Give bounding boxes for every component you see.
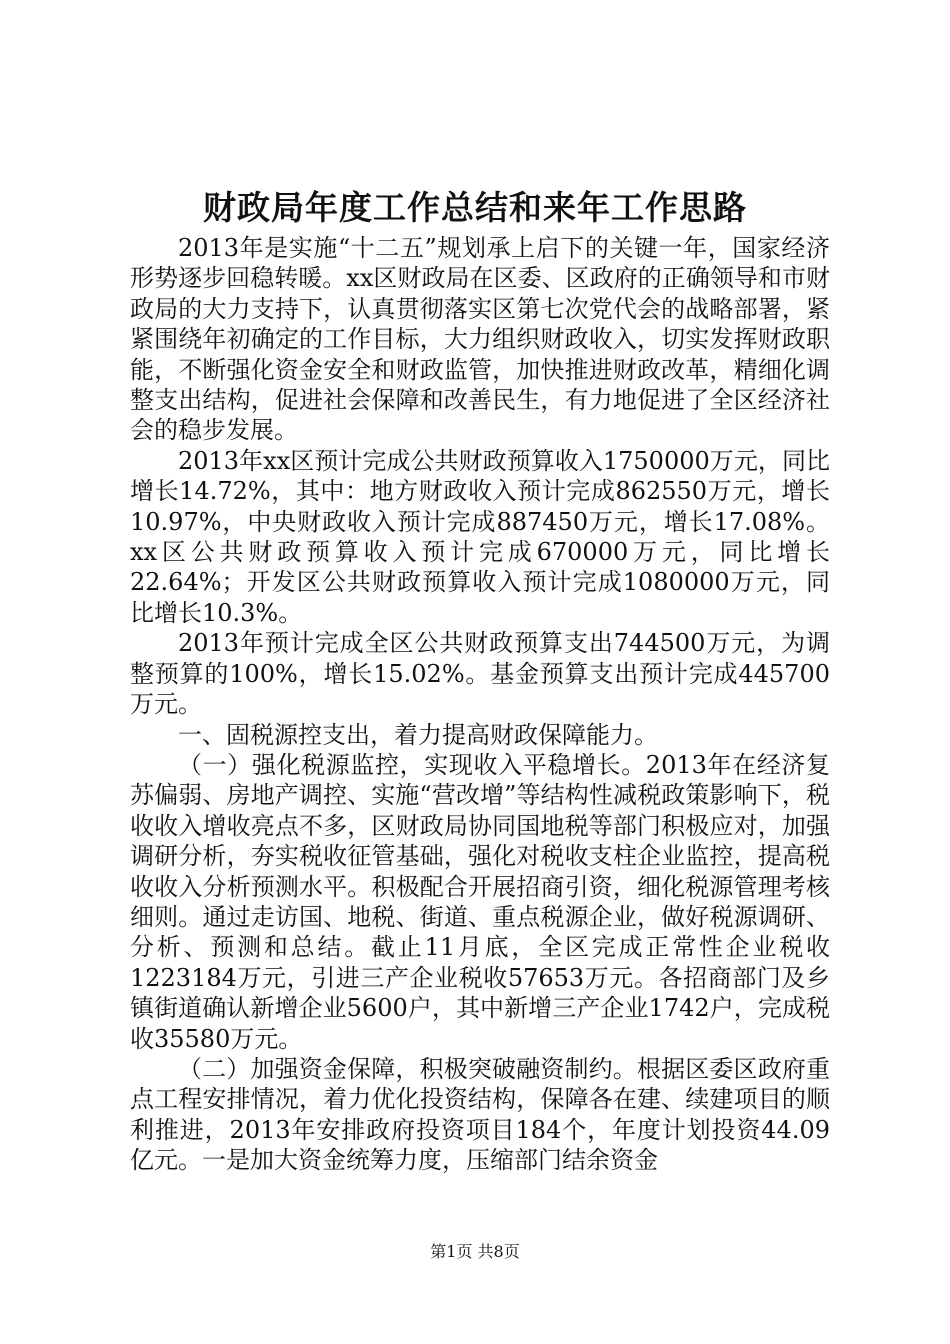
paragraph-funding: （二）加强资金保障，积极突破融资制约。根据区委区政府重点工程安排情况，着力优化投资结构，保障各在建、续建项目的顺利推进，2013年安排政府投资项目184个，年度计划投资44.09亿元。一是加大资金统筹力度，压缩部门结余资金 bbox=[130, 1054, 830, 1175]
paragraph-revenue: 2013年xx区预计完成公共财政预算收入1750000万元，同比增长14.72%，其中：地方财政收入预计完成862550万元，增长10.97%，中央财政收入预计完成887450万元，增长17.08%。xx区公共财政预算收入预计完成670000万元，同比增长22.64%；开发区公共财政预算收入预计完成1080000万元，同比增长10.3%。 bbox=[130, 446, 830, 627]
paragraph-tax-monitoring: （一）强化税源监控，实现收入平稳增长。2013年在经济复苏偏弱、房地产调控、实施“营改增”等结构性减税政策影响下，税收收入增收亮点不多，区财政局协同国地税等部门积极应对，加强调研分析，夯实税收征管基础，强化对税收支柱企业监控，提高税收收入分析预测水平。积极配合开展招商引资，细化税源管理考核细则。通过走访国、地税、街道、重点税源企业，做好税源调研、分析、预测和总结。截止11月底，全区完成正常性企业税收1223184万元，引进三产企业税收57653万元。各招商部门及乡镇街道确认新增企业5600户，其中新增三产企业1742户，完成税收35580万元。 bbox=[130, 750, 830, 1053]
document-body bbox=[130, 233, 830, 1176]
paragraph-intro: 2013年是实施“十二五”规划承上启下的关键一年，国家经济形势逐步回稳转暖。xx区财政局在区委、区政府的正确领导和市财政局的大力支持下，认真贯彻落实区第七次党代会的战略部署，紧紧围绕年初确定的工作目标，大力组织财政收入，切实发挥财政职能，不断强化资金安全和财政监管，加快推进财政改革，精细化调整支出结构，促进社会保障和改善民生，有力地促进了全区经济社会的稳步发展。 bbox=[130, 234, 830, 445]
document-title: 财政局年度工作总结和来年工作思路 bbox=[203, 188, 747, 227]
page-number: 第1页 共8页 bbox=[430, 1242, 520, 1261]
section-heading-1: 一、固税源控支出，着力提高财政保障能力。 bbox=[178, 720, 658, 749]
paragraph-expenditure: 2013年预计完成全区公共财政预算支出744500万元，为调整预算的100%，增长15.02%。基金预算支出预计完成445700万元。 bbox=[130, 629, 830, 719]
